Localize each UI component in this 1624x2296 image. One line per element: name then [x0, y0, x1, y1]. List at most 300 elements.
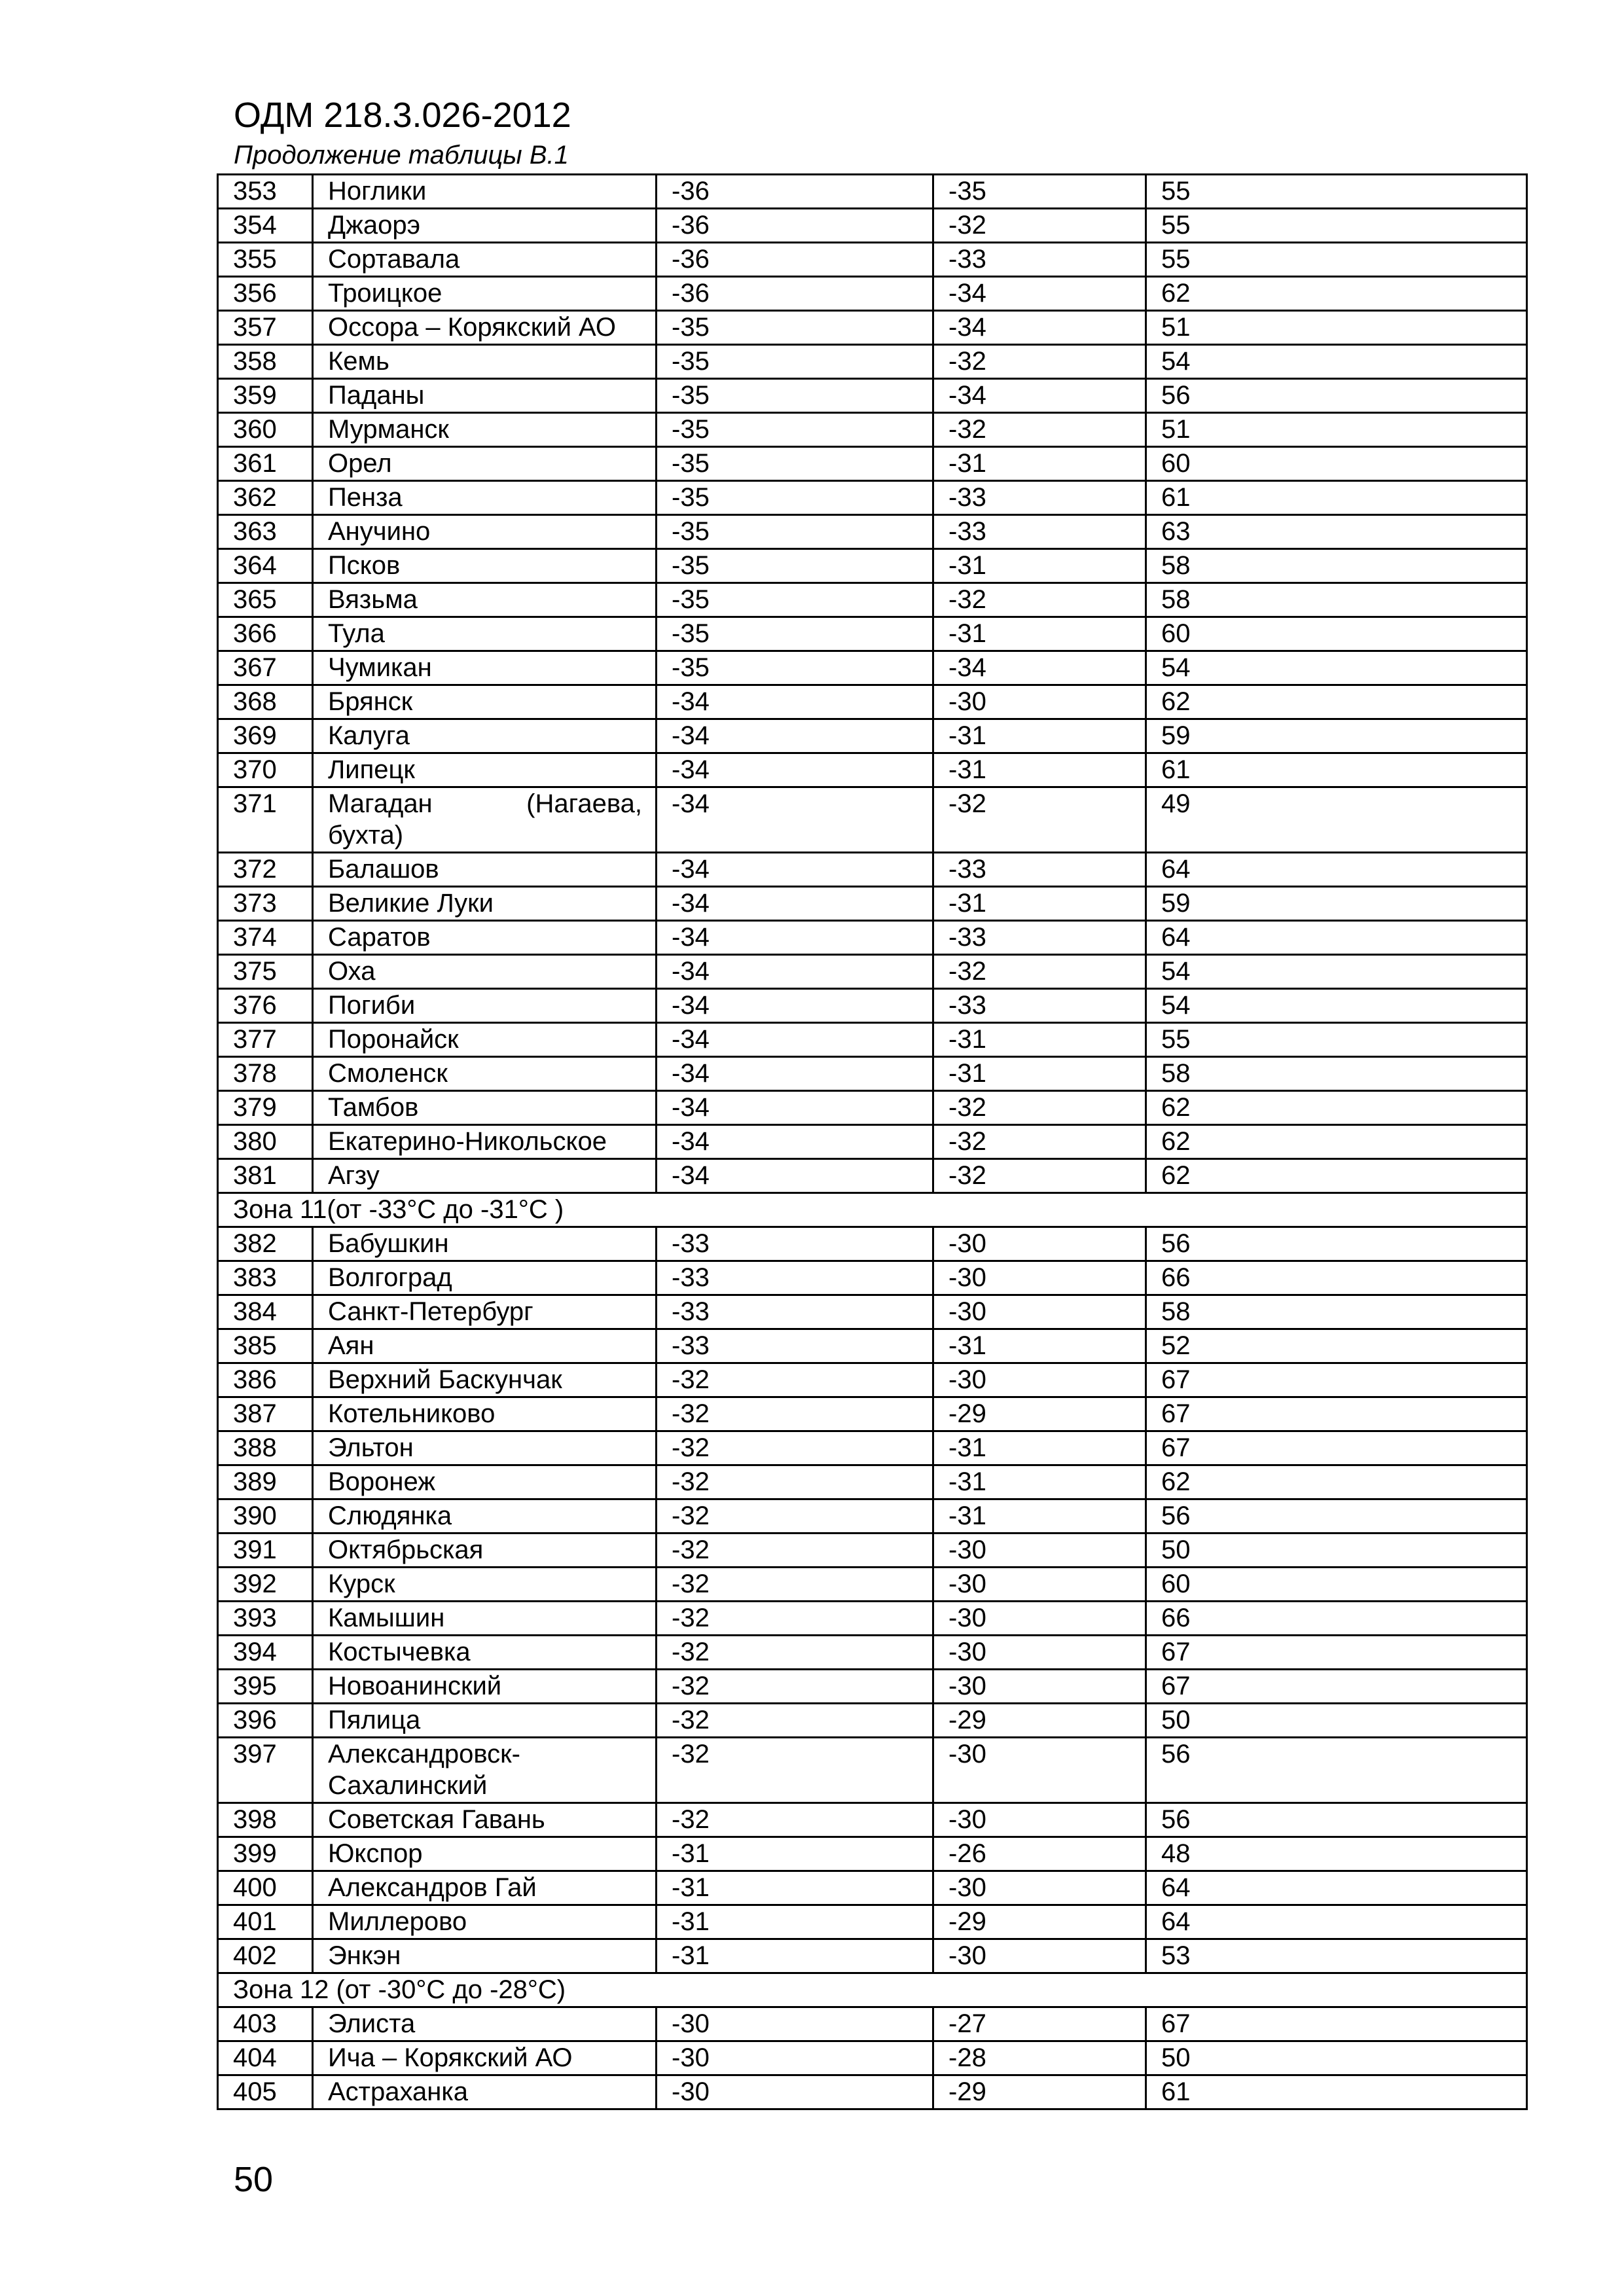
station-name: Тула — [313, 617, 657, 651]
value-col-2: -33 — [933, 481, 1146, 515]
value-col-1: -34 — [657, 753, 933, 787]
station-name: Бабушкин — [313, 1227, 657, 1261]
value-col-2: -34 — [933, 651, 1146, 685]
value-col-3: 52 — [1146, 1329, 1527, 1363]
value-col-2: -33 — [933, 853, 1146, 887]
value-col-2: -30 — [933, 685, 1146, 719]
row-number: 399 — [218, 1837, 313, 1871]
value-col-2: -30 — [933, 1803, 1146, 1837]
value-col-3: 62 — [1146, 277, 1527, 311]
value-col-2: -30 — [933, 1871, 1146, 1905]
row-number: 379 — [218, 1091, 313, 1125]
value-col-2: -33 — [933, 921, 1146, 955]
value-col-1: -35 — [657, 345, 933, 379]
value-col-2: -31 — [933, 1329, 1146, 1363]
value-col-3: 67 — [1146, 1431, 1527, 1465]
value-col-3: 62 — [1146, 1091, 1527, 1125]
station-name: Брянск — [313, 685, 657, 719]
row-number: 377 — [218, 1023, 313, 1057]
value-col-2: -30 — [933, 1636, 1146, 1670]
station-name: Пенза — [313, 481, 657, 515]
row-number: 368 — [218, 685, 313, 719]
value-col-3: 62 — [1146, 685, 1527, 719]
value-col-2: -30 — [933, 1602, 1146, 1636]
table-row — [218, 1431, 1527, 1465]
table-row — [218, 955, 1527, 989]
value-col-1: -32 — [657, 1397, 933, 1431]
table-row — [218, 887, 1527, 921]
station-name: Александров Гай — [313, 1871, 657, 1905]
row-number: 358 — [218, 345, 313, 379]
value-col-2: -33 — [933, 515, 1146, 549]
station-name: Воронеж — [313, 1465, 657, 1499]
row-number: 383 — [218, 1261, 313, 1295]
value-col-2: -26 — [933, 1837, 1146, 1871]
station-name: Джаорэ — [313, 209, 657, 243]
value-col-1: -32 — [657, 1568, 933, 1602]
row-number: 397 — [218, 1738, 313, 1803]
station-name: Котельниково — [313, 1397, 657, 1431]
table-row — [218, 277, 1527, 311]
row-number: 366 — [218, 617, 313, 651]
station-name: Курск — [313, 1568, 657, 1602]
value-col-2: -33 — [933, 989, 1146, 1023]
station-name: Эльтон — [313, 1431, 657, 1465]
row-number: 384 — [218, 1295, 313, 1329]
station-name: Костычевка — [313, 1636, 657, 1670]
value-col-1: -36 — [657, 277, 933, 311]
row-number: 364 — [218, 549, 313, 583]
row-number: 367 — [218, 651, 313, 685]
value-col-1: -34 — [657, 719, 933, 753]
station-name: Верхний Баскунчак — [313, 1363, 657, 1397]
station-name: Новоанинский — [313, 1670, 657, 1704]
value-col-3: 66 — [1146, 1602, 1527, 1636]
value-col-1: -32 — [657, 1534, 933, 1568]
value-col-3: 56 — [1146, 379, 1527, 413]
table-row — [218, 753, 1527, 787]
value-col-3: 56 — [1146, 1227, 1527, 1261]
value-col-3: 61 — [1146, 753, 1527, 787]
row-number: 355 — [218, 243, 313, 277]
value-col-2: -31 — [933, 753, 1146, 787]
row-number: 404 — [218, 2041, 313, 2075]
table-row — [218, 1363, 1527, 1397]
value-col-3: 61 — [1146, 2075, 1527, 2109]
value-col-1: -34 — [657, 955, 933, 989]
value-col-3: 50 — [1146, 1704, 1527, 1738]
row-number: 354 — [218, 209, 313, 243]
row-number: 401 — [218, 1905, 313, 1939]
value-col-2: -35 — [933, 175, 1146, 209]
station-name: Саратов — [313, 921, 657, 955]
table-row — [218, 175, 1527, 209]
table-row — [218, 1636, 1527, 1670]
table-row — [218, 1905, 1527, 1939]
table-row — [218, 1091, 1527, 1125]
row-number: 382 — [218, 1227, 313, 1261]
value-col-1: -34 — [657, 1091, 933, 1125]
table-row — [218, 617, 1527, 651]
table-row — [218, 481, 1527, 515]
value-col-2: -32 — [933, 787, 1146, 853]
value-col-3: 56 — [1146, 1499, 1527, 1534]
row-number: 396 — [218, 1704, 313, 1738]
value-col-3: 64 — [1146, 1905, 1527, 1939]
table-row — [218, 413, 1527, 447]
station-name: Элиста — [313, 2007, 657, 2041]
value-col-1: -36 — [657, 243, 933, 277]
station-name: Камышин — [313, 1602, 657, 1636]
row-number: 394 — [218, 1636, 313, 1670]
table-body — [218, 175, 1527, 2109]
station-name: Волгоград — [313, 1261, 657, 1295]
value-col-1: -35 — [657, 379, 933, 413]
station-name: Псков — [313, 549, 657, 583]
value-col-2: -30 — [933, 1568, 1146, 1602]
value-col-2: -31 — [933, 1431, 1146, 1465]
value-col-2: -34 — [933, 311, 1146, 345]
station-name: Великие Луки — [313, 887, 657, 921]
station-name: Поронайск — [313, 1023, 657, 1057]
value-col-1: -34 — [657, 1125, 933, 1159]
value-col-2: -32 — [933, 413, 1146, 447]
value-col-3: 67 — [1146, 1363, 1527, 1397]
value-col-3: 60 — [1146, 1568, 1527, 1602]
climate-data-table — [217, 173, 1528, 2110]
table-row — [218, 989, 1527, 1023]
table-row — [218, 1057, 1527, 1091]
value-col-1: -33 — [657, 1295, 933, 1329]
value-col-2: -31 — [933, 1057, 1146, 1091]
station-name: Орел — [313, 447, 657, 481]
row-number: 361 — [218, 447, 313, 481]
value-col-3: 62 — [1146, 1125, 1527, 1159]
value-col-1: -31 — [657, 1871, 933, 1905]
station-name: Балашов — [313, 853, 657, 887]
station-name: Оссора – Корякский АО — [313, 311, 657, 345]
zone-header-row — [218, 1973, 1527, 2007]
value-col-3: 55 — [1146, 175, 1527, 209]
table-row — [218, 2007, 1527, 2041]
table-row — [218, 549, 1527, 583]
value-col-3: 55 — [1146, 243, 1527, 277]
value-col-1: -30 — [657, 2007, 933, 2041]
value-col-2: -31 — [933, 719, 1146, 753]
value-col-1: -32 — [657, 1465, 933, 1499]
row-number: 360 — [218, 413, 313, 447]
table-row — [218, 2075, 1527, 2109]
table-row — [218, 379, 1527, 413]
value-col-2: -32 — [933, 955, 1146, 989]
value-col-1: -33 — [657, 1227, 933, 1261]
station-name: Аян — [313, 1329, 657, 1363]
station-name: Троицкое — [313, 277, 657, 311]
value-col-2: -31 — [933, 549, 1146, 583]
value-col-1: -33 — [657, 1329, 933, 1363]
table-row — [218, 921, 1527, 955]
table-row — [218, 1125, 1527, 1159]
station-name: Екатерино-Никольское — [313, 1125, 657, 1159]
station-name: Оха — [313, 955, 657, 989]
value-col-3: 49 — [1146, 787, 1527, 853]
value-col-3: 54 — [1146, 989, 1527, 1023]
station-name: Сортавала — [313, 243, 657, 277]
value-col-3: 62 — [1146, 1465, 1527, 1499]
value-col-2: -29 — [933, 1397, 1146, 1431]
row-number: 356 — [218, 277, 313, 311]
value-col-3: 64 — [1146, 853, 1527, 887]
table-row — [218, 1295, 1527, 1329]
table-row — [218, 1261, 1527, 1295]
station-name: Агзу — [313, 1159, 657, 1193]
page-number: 50 — [234, 2160, 274, 2199]
value-col-3: 67 — [1146, 2007, 1527, 2041]
station-name-line2: Сахалинский — [328, 1771, 488, 1800]
value-col-2: -30 — [933, 1261, 1146, 1295]
value-col-1: -32 — [657, 1499, 933, 1534]
table-row — [218, 685, 1527, 719]
value-col-2: -30 — [933, 1363, 1146, 1397]
station-name-line2: бухта) — [328, 821, 404, 850]
table-row — [218, 1534, 1527, 1568]
row-number: 376 — [218, 989, 313, 1023]
value-col-1: -32 — [657, 1670, 933, 1704]
value-col-2: -30 — [933, 1738, 1146, 1803]
row-number: 388 — [218, 1431, 313, 1465]
value-col-3: 60 — [1146, 617, 1527, 651]
value-col-1: -34 — [657, 1057, 933, 1091]
table-row — [218, 651, 1527, 685]
row-number: 393 — [218, 1602, 313, 1636]
value-col-1: -30 — [657, 2075, 933, 2109]
value-col-3: 56 — [1146, 1803, 1527, 1837]
value-col-2: -27 — [933, 2007, 1146, 2041]
table-row — [218, 1803, 1527, 1837]
value-col-1: -34 — [657, 921, 933, 955]
row-number: 374 — [218, 921, 313, 955]
value-col-3: 67 — [1146, 1397, 1527, 1431]
station-name: Мурманск — [313, 413, 657, 447]
row-number: 385 — [218, 1329, 313, 1363]
value-col-3: 53 — [1146, 1939, 1527, 1973]
value-col-1: -34 — [657, 1023, 933, 1057]
table-row — [218, 1329, 1527, 1363]
station-name — [313, 787, 657, 853]
value-col-3: 64 — [1146, 921, 1527, 955]
value-col-3: 66 — [1146, 1261, 1527, 1295]
value-col-3: 54 — [1146, 955, 1527, 989]
value-col-2: -32 — [933, 1091, 1146, 1125]
value-col-1: -35 — [657, 515, 933, 549]
table-row — [218, 311, 1527, 345]
table-row — [218, 1602, 1527, 1636]
table-caption: Продолжение таблицы В.1 — [234, 141, 569, 170]
table-row — [218, 1939, 1527, 1973]
value-col-3: 58 — [1146, 549, 1527, 583]
value-col-2: -32 — [933, 583, 1146, 617]
table-row — [218, 1738, 1527, 1803]
table-row — [218, 1837, 1527, 1871]
station-name: Тамбов — [313, 1091, 657, 1125]
value-col-2: -32 — [933, 1159, 1146, 1193]
value-col-1: -35 — [657, 651, 933, 685]
station-name: Кемь — [313, 345, 657, 379]
value-col-3: 64 — [1146, 1871, 1527, 1905]
value-col-1: -30 — [657, 2041, 933, 2075]
value-col-1: -34 — [657, 853, 933, 887]
row-number: 380 — [218, 1125, 313, 1159]
value-col-1: -32 — [657, 1363, 933, 1397]
value-col-2: -34 — [933, 379, 1146, 413]
row-number: 353 — [218, 175, 313, 209]
value-col-1: -35 — [657, 311, 933, 345]
row-number: 371 — [218, 787, 313, 853]
table-row — [218, 1704, 1527, 1738]
value-col-1: -31 — [657, 1837, 933, 1871]
table-row — [218, 243, 1527, 277]
table-row — [218, 1871, 1527, 1905]
row-number: 390 — [218, 1499, 313, 1534]
table-row — [218, 583, 1527, 617]
value-col-1: -34 — [657, 787, 933, 853]
value-col-1: -35 — [657, 549, 933, 583]
station-name: Погиби — [313, 989, 657, 1023]
value-col-1: -34 — [657, 1159, 933, 1193]
row-number: 363 — [218, 515, 313, 549]
value-col-2: -30 — [933, 1227, 1146, 1261]
value-col-1: -33 — [657, 1261, 933, 1295]
value-col-2: -31 — [933, 447, 1146, 481]
value-col-1: -35 — [657, 413, 933, 447]
table-row — [218, 447, 1527, 481]
value-col-2: -31 — [933, 887, 1146, 921]
station-name-line1: Магадан (Нагаева, — [328, 789, 642, 818]
table-row — [218, 787, 1527, 853]
value-col-1: -35 — [657, 583, 933, 617]
table-row — [218, 1023, 1527, 1057]
station-name: Астраханка — [313, 2075, 657, 2109]
row-number: 369 — [218, 719, 313, 753]
table-row — [218, 1227, 1527, 1261]
table-row — [218, 1568, 1527, 1602]
station-name: Юкспор — [313, 1837, 657, 1871]
table-row — [218, 1159, 1527, 1193]
value-col-3: 51 — [1146, 413, 1527, 447]
station-name: Смоленск — [313, 1057, 657, 1091]
row-number: 398 — [218, 1803, 313, 1837]
row-number: 402 — [218, 1939, 313, 1973]
row-number: 373 — [218, 887, 313, 921]
row-number: 403 — [218, 2007, 313, 2041]
table-row — [218, 853, 1527, 887]
value-col-3: 58 — [1146, 583, 1527, 617]
station-name: Паданы — [313, 379, 657, 413]
row-number: 392 — [218, 1568, 313, 1602]
value-col-1: -35 — [657, 481, 933, 515]
station-name: Калуга — [313, 719, 657, 753]
row-number: 359 — [218, 379, 313, 413]
row-number: 365 — [218, 583, 313, 617]
value-col-3: 61 — [1146, 481, 1527, 515]
table-row — [218, 1499, 1527, 1534]
table-row — [218, 209, 1527, 243]
station-name: Санкт-Петербург — [313, 1295, 657, 1329]
row-number: 400 — [218, 1871, 313, 1905]
value-col-2: -29 — [933, 2075, 1146, 2109]
row-number: 378 — [218, 1057, 313, 1091]
station-name: Липецк — [313, 753, 657, 787]
value-col-3: 59 — [1146, 719, 1527, 753]
value-col-1: -32 — [657, 1738, 933, 1803]
station-name: Октябрьская — [313, 1534, 657, 1568]
station-name-line1: Александровск- — [328, 1740, 521, 1768]
value-col-1: -32 — [657, 1636, 933, 1670]
value-col-1: -34 — [657, 989, 933, 1023]
value-col-2: -29 — [933, 1905, 1146, 1939]
station-name: Советская Гавань — [313, 1803, 657, 1837]
table-row — [218, 1397, 1527, 1431]
station-name — [313, 1738, 657, 1803]
value-col-2: -31 — [933, 1465, 1146, 1499]
zone-header: Зона 11(от -33°С до -31°С ) — [218, 1193, 1527, 1227]
value-col-2: -32 — [933, 345, 1146, 379]
station-name: Слюдянка — [313, 1499, 657, 1534]
station-name: Ича – Корякский АО — [313, 2041, 657, 2075]
station-name: Анучино — [313, 515, 657, 549]
value-col-2: -32 — [933, 1125, 1146, 1159]
value-col-3: 55 — [1146, 1023, 1527, 1057]
value-col-1: -34 — [657, 887, 933, 921]
value-col-2: -32 — [933, 209, 1146, 243]
row-number: 405 — [218, 2075, 313, 2109]
zone-header: Зона 12 (от -30°С до -28°С) — [218, 1973, 1527, 2007]
value-col-3: 54 — [1146, 345, 1527, 379]
value-col-1: -32 — [657, 1803, 933, 1837]
value-col-2: -30 — [933, 1295, 1146, 1329]
value-col-3: 50 — [1146, 1534, 1527, 1568]
row-number: 372 — [218, 853, 313, 887]
value-col-3: 67 — [1146, 1636, 1527, 1670]
row-number: 370 — [218, 753, 313, 787]
value-col-1: -35 — [657, 617, 933, 651]
value-col-2: -34 — [933, 277, 1146, 311]
value-col-3: 60 — [1146, 447, 1527, 481]
station-name: Пялица — [313, 1704, 657, 1738]
value-col-3: 55 — [1146, 209, 1527, 243]
value-col-1: -31 — [657, 1905, 933, 1939]
value-col-2: -29 — [933, 1704, 1146, 1738]
row-number: 362 — [218, 481, 313, 515]
value-col-3: 63 — [1146, 515, 1527, 549]
table-row — [218, 1465, 1527, 1499]
value-col-2: -33 — [933, 243, 1146, 277]
value-col-3: 59 — [1146, 887, 1527, 921]
table-row — [218, 2041, 1527, 2075]
row-number: 387 — [218, 1397, 313, 1431]
value-col-3: 50 — [1146, 2041, 1527, 2075]
value-col-3: 62 — [1146, 1159, 1527, 1193]
table-row — [218, 515, 1527, 549]
value-col-3: 51 — [1146, 311, 1527, 345]
value-col-2: -31 — [933, 1499, 1146, 1534]
value-col-3: 48 — [1146, 1837, 1527, 1871]
value-col-1: -35 — [657, 447, 933, 481]
value-col-1: -36 — [657, 175, 933, 209]
value-col-1: -32 — [657, 1431, 933, 1465]
value-col-2: -28 — [933, 2041, 1146, 2075]
value-col-2: -30 — [933, 1670, 1146, 1704]
